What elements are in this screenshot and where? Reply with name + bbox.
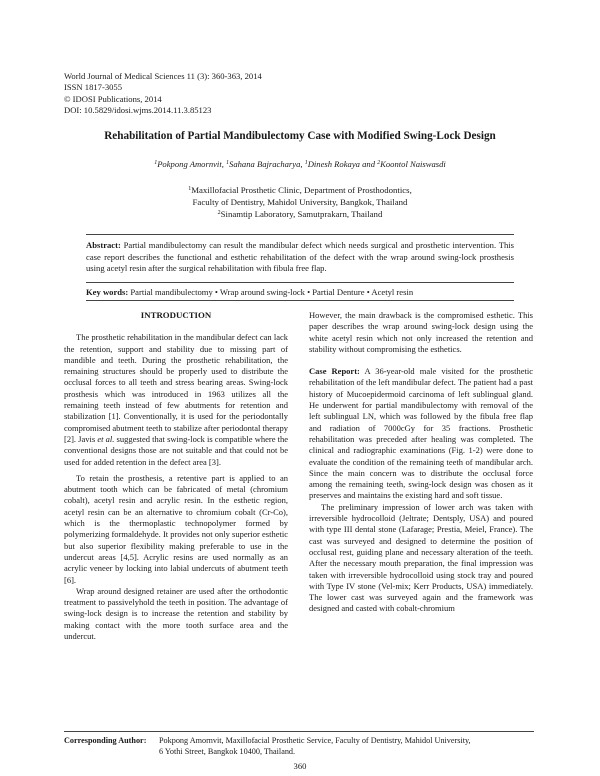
author-affil-sup: 1	[154, 160, 158, 166]
right-column	[309, 310, 533, 615]
abstract-label: Abstract:	[86, 240, 121, 250]
author-affil-sup: 1	[304, 160, 308, 166]
keywords-text: Partial mandibulectomy • Wrap around swing-lock • Partial Denture • Acetyl resin	[128, 287, 414, 297]
journal-doi: DOI: 10.5829/idosi.wjms.2014.11.3.85123	[64, 105, 212, 116]
paper-title: Rehabilitation of Partial Mandibulectomy Case with Modified Swing-Lock Design	[104, 130, 496, 142]
author-name: Pokpong Amornvit,	[157, 159, 227, 169]
author-name: Dinesh Rokaya and	[307, 159, 378, 169]
corresponding-author-line: Pokpong Amornvit, Maxillofacial Prosthetic Service, Faculty of Dentistry, Mahidol University,	[159, 736, 471, 745]
abstract	[86, 240, 514, 275]
keywords-label: Key words:	[86, 287, 129, 297]
page-number: 360	[293, 761, 307, 771]
author-name: Koontol Naiswasdi	[380, 159, 446, 169]
affil-line: Maxillofacial Prosthetic Clinic, Department of Prosthodontics,	[191, 185, 412, 195]
journal-info	[64, 71, 262, 117]
paragraph	[309, 366, 533, 502]
affil-sup: 1	[188, 186, 192, 192]
journal-copyright: © IDOSI Publications, 2014	[64, 93, 162, 104]
abstract-top-rule	[86, 234, 514, 235]
case-report-heading: Case Report:	[309, 366, 360, 377]
left-column	[64, 310, 288, 642]
author-affil-sup: 2	[377, 160, 381, 166]
paragraph-text: A 36-year-old male visited for the prosthetic rehabilitation of the left mandibular defect. The patient had a past history of Mucoepidermoid carcinoma of left sublingual gland. He underwent for partial mandibulectomy with removal of the left sublingual LN, which was followed by the fibula free flap and radiation of 7000cGy for 35 fractions. Prosthetic rehabilitation was preceded after healing was completed. The clinical and radiographic examinations (Fig. 1-2) were done to evaluate the condition of the remaining teeth of mandibular arch. Since the main concern was to distribute the occlusal force among the remaining teeth, swing-lock design was chosen as it preserves and maintains the existing hard and soft tissue.	[309, 366, 533, 501]
corresponding-author-line: 6 Yothi Street, Bangkok 10400, Thailand.	[159, 746, 296, 756]
paragraph-text: The prosthetic rehabilitation in the mandibular defect can lack the retention, support and stability due to missing part of mandible and teeth. During the prosthetic rehabilitation, the remaining structures should be properly used to distribute the occlusal forces to all teeth and stress bearing areas. Swing-lock prosthesis which was introduced in 1963 utilizes all the remaining teeth instead of few abutments for retention and stabilization [1]. Conventionally, it is used for the periodontally compromised abutment teeth to stabilize after periodontal therapy [2]. Javis	[64, 332, 288, 444]
paragraph-text: suggested that swing-lock is compatible where the conventional designs those are not suitable and that could not be used for added retention in the defect area [3].	[64, 433, 289, 467]
paragraph-italic: et al.	[97, 433, 115, 444]
corresponding-author-label: Corresponding Author:	[64, 736, 147, 745]
affiliations	[0, 184, 600, 220]
author-affil-sup: 1	[226, 160, 230, 166]
paragraph: To retain the prosthesis, a retentive part is applied to an abutment tooth which can be fabricated of metal (chromium cobalt), acetyl resin and acrylic resin. In the esthetic region, acetyl resin can be an alternative to chromium cobalt (Cr-Co), which is the thermoplastic technopolymer formed by polymerizing formaldehyde. It provides not only superior esthetic but also superior flexibility making preferable to use in the undercut areas [4,5]. Acrylic resins are used normally as an acrylic veneer by locking into labial undercuts of abutment teeth [6].	[64, 472, 288, 585]
affil-line: Faculty of Dentistry, Mahidol University, Bangkok, Thailand	[192, 197, 408, 207]
author-name: Sahana Bajracharya,	[229, 159, 305, 169]
paragraph	[64, 332, 288, 468]
paragraph: However, the main drawback is the compromised esthetic. This paper describes the wrap around swing-lock design using the white acetyl resin which not only increased the retention and stability without compromising the esthetics.	[309, 310, 533, 354]
journal-issn: ISSN 1817-3055	[64, 82, 123, 93]
author-list	[0, 159, 600, 169]
section-heading: INTRODUCTION	[140, 310, 212, 320]
paragraph: The preliminary impression of lower arch was taken with irreversible hydrocolloid (Jeltrate; Dentsply, USA) and poured with type III dental stone (Lafarage; Prestia, Meiel, France). The cast was surveyed and designed to determine the position of occlusal rest, guiding plane and necessary alteration of the teeth. After the necessary mouth preparation, the final impression was taken with irreversible hydrocolloid using stock tray and poured with Type IV stone (Vel-mix; Kerr Products, USA) immediately. The lower cast was surveyed again and the framework was designed and casted with cobalt-chromium	[309, 501, 533, 614]
keywords-bottom-rule	[86, 300, 514, 301]
footer-rule	[64, 731, 534, 732]
affil-line: Sinamtip Laboratory, Samutprakarn, Thailand	[220, 209, 383, 219]
keywords-rule	[86, 282, 514, 283]
journal-citation: World Journal of Medical Sciences 11 (3): 360-363, 2014	[64, 71, 262, 81]
corresponding-author-text	[159, 736, 471, 757]
affil-sup: 2	[217, 210, 221, 216]
paragraph: Wrap around designed retainer are used after the orthodontic treatment to passivelyhold the teeth in position. The advantage of swing-lock design is to increase the retention and stability by making contact with the more tooth surface area and the undercut.	[64, 585, 288, 642]
keywords	[86, 287, 516, 297]
abstract-text: Partial mandibulectomy can result the mandibular defect which needs surgical and prosthetic intervention. This case report describes the functional and esthetic rehabilitation of the defect with the wrap around swing-lock prosthesis using acetyl resin after the surgical rehabilitation with fibula free flap.	[86, 240, 514, 274]
